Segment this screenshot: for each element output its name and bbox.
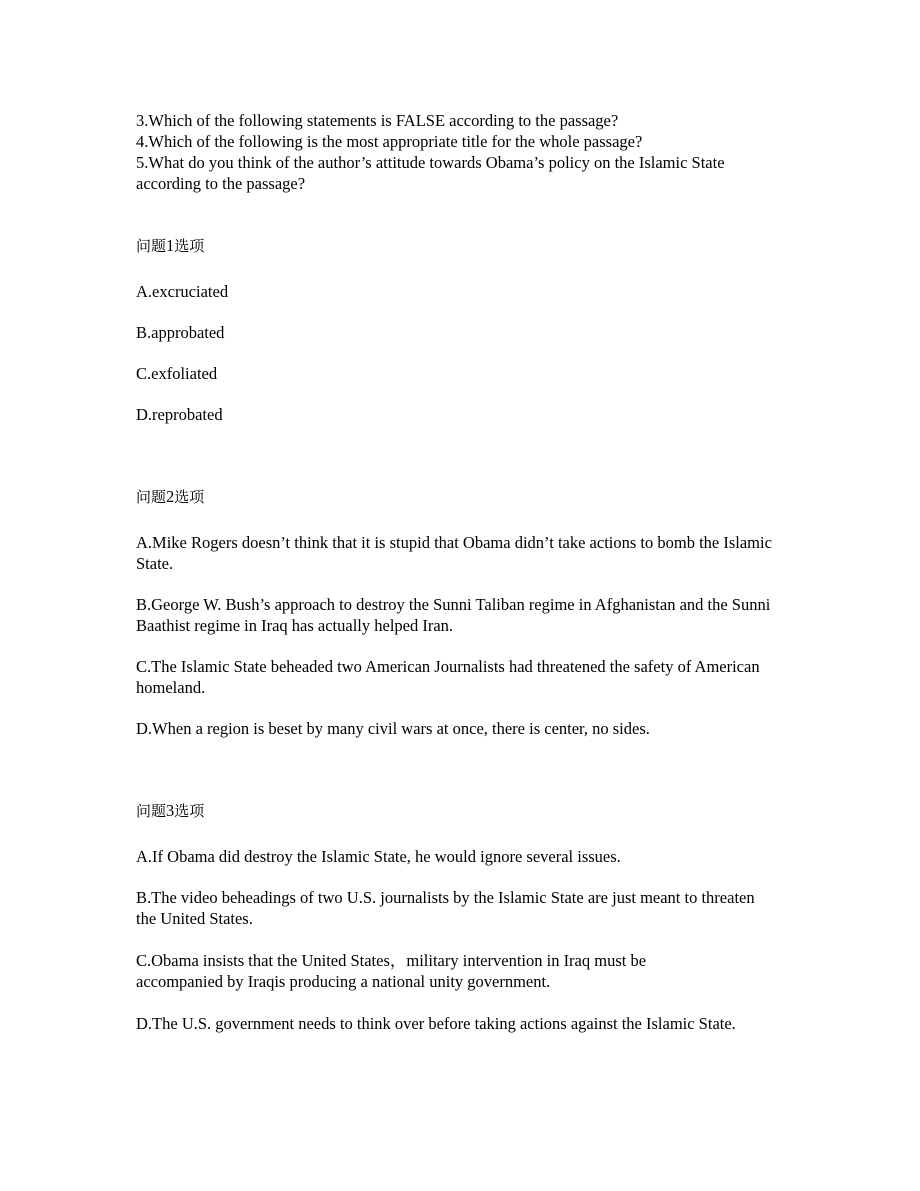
- group-title-prefix: 问题: [136, 802, 167, 820]
- group-2-option-a: A.Mike Rogers doesn’t think that it is stupid that Obama didn’t take actions to bomb the Islamic State.: [136, 533, 772, 573]
- group-1-option-b: B.approbated: [136, 323, 225, 342]
- option-group-3: [136, 800, 796, 1034]
- group-3-title: [136, 800, 796, 822]
- group-3-option-d: D.The U.S. government needs to think over before taking actions against the Islamic State.: [136, 1014, 736, 1033]
- group-3-option-b: B.The video beheadings of two U.S. journalists by the Islamic State are just meant to threaten the United States.: [136, 888, 755, 928]
- question-4: 4.Which of the following is the most appropriate title for the whole passage?: [136, 132, 643, 151]
- question-list: [136, 110, 796, 194]
- group-2-option-c: C.The Islamic State beheaded two American Journalists had threatened the safety of American homeland.: [136, 657, 760, 697]
- group-2-option-d: D.When a region is beset by many civil wars at once, there is center, no sides.: [136, 719, 650, 738]
- group-1-option-c: C.exfoliated: [136, 364, 218, 383]
- option-group-1: [136, 235, 796, 425]
- group-title-prefix: 问题: [136, 488, 167, 506]
- group-title-number: 1: [166, 236, 175, 255]
- group-title-suffix: 选项: [174, 488, 205, 506]
- question-5: 5.What do you think of the author’s attitude towards Obama’s policy on the Islamic State according to the passage?: [136, 153, 725, 193]
- group-2-option-b: B.George W. Bush’s approach to destroy the Sunni Taliban regime in Afghanistan and the Sunni Baathist regime in Iraq has actually helped Iran.: [136, 595, 771, 635]
- group-title-suffix: 选项: [174, 802, 205, 820]
- group-1-option-d: D.reprobated: [136, 405, 223, 424]
- group-3-option-c: C.Obama insists that the United States，military intervention in Iraq must be accompanied by Iraqis producing a national unity government.: [136, 951, 647, 991]
- group-3-option-a: A.If Obama did destroy the Islamic State, he would ignore several issues.: [136, 847, 621, 866]
- group-2-title: [136, 486, 796, 508]
- group-title-suffix: 选项: [174, 237, 205, 255]
- group-1-option-a: A.excruciated: [136, 282, 229, 301]
- document-page: [136, 110, 796, 1034]
- group-1-title: [136, 235, 796, 257]
- group-title-number: 2: [166, 487, 175, 506]
- group-title-prefix: 问题: [136, 237, 167, 255]
- group-title-number: 3: [166, 801, 175, 820]
- question-3: 3.Which of the following statements is FALSE according to the passage?: [136, 111, 619, 130]
- option-group-2: [136, 486, 796, 739]
